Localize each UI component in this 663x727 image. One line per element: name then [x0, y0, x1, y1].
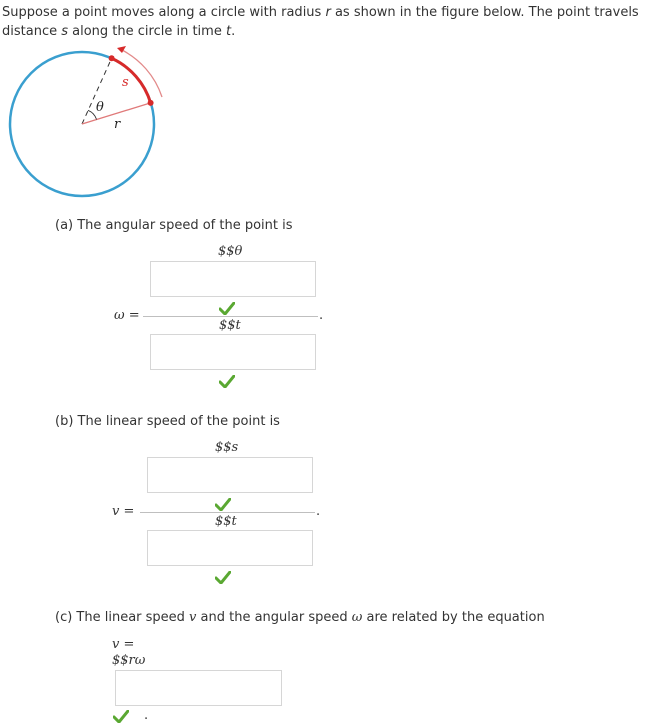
part-c-prompt: (c) The linear speed v and the angular speed ω are related by the equation [55, 610, 545, 625]
part-a-numerator-input[interactable] [150, 261, 316, 297]
intro-line-1: Suppose a point moves along a circle with radius r as shown in the figure below. The point travels [2, 5, 639, 20]
part-a-period: . [319, 308, 324, 323]
part-b-period: . [316, 504, 321, 519]
circle-figure [0, 40, 180, 210]
part-b-denominator-value: $$t [215, 514, 237, 529]
part-c-answer-value: $$rω [112, 653, 146, 668]
part-c-lhs: v = [112, 637, 135, 652]
part-a-numerator-value: $$θ [218, 244, 243, 259]
check-icon [219, 302, 235, 315]
label-r: r [114, 117, 121, 132]
part-b-numerator-input[interactable] [147, 457, 313, 493]
part-b-numerator-value: $$s [215, 440, 239, 455]
problem-intro [2, 3, 663, 41]
part-a-denominator-value: $$t [219, 318, 241, 333]
part-b-lhs: v = [112, 504, 135, 519]
point-top [109, 55, 115, 61]
intro-line-2: distance s along the circle in time t. [2, 24, 236, 39]
check-icon [113, 710, 129, 723]
check-icon [215, 498, 231, 511]
part-b-prompt: (b) The linear speed of the point is [55, 414, 280, 429]
part-b-denominator-input[interactable] [147, 530, 313, 566]
part-a-lhs: ω = [114, 308, 140, 323]
part-a-denominator-input[interactable] [150, 334, 316, 370]
part-c-answer-input[interactable] [115, 670, 282, 706]
part-a-fraction-bar [143, 316, 318, 317]
part-c-period: . [144, 708, 149, 723]
arc-s [112, 58, 151, 103]
check-icon [215, 571, 231, 584]
check-icon [219, 375, 235, 388]
part-a-prompt: (a) The angular speed of the point is [55, 218, 293, 233]
label-s: s [122, 75, 129, 90]
label-theta: θ [96, 100, 104, 115]
point-right [148, 100, 154, 106]
part-b-fraction-bar [140, 512, 315, 513]
